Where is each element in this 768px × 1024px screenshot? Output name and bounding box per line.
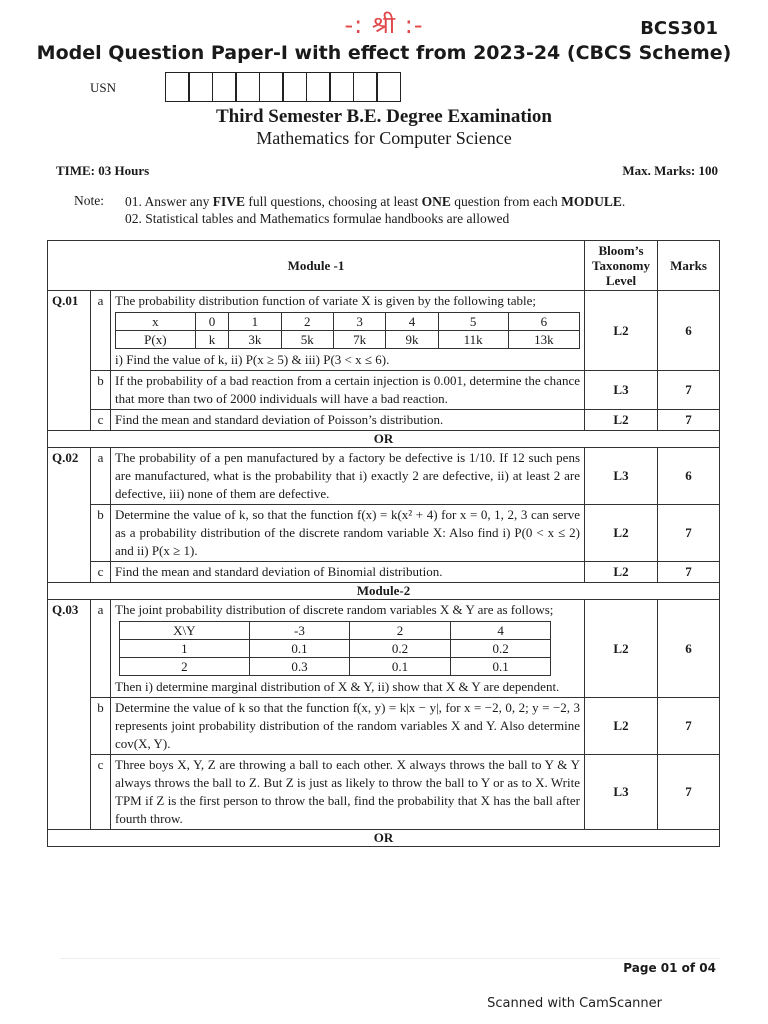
table-row <box>48 562 720 583</box>
or-separator: OR <box>48 431 720 448</box>
table-cell: 9k <box>386 331 438 349</box>
question-text: The joint probability distribution of discrete random variables X & Y are as follows; X\Y -3 2 4 1 0.1 0.2 0.2 2 0.3 0.1 0.1 Then i) determine marginal distribution of X & Y, ii) show that X & Y are dependent. <box>111 600 585 698</box>
usn-box <box>353 72 378 102</box>
marks-value: 7 <box>658 505 720 562</box>
table-cell: 0.2 <box>350 640 451 658</box>
module-row <box>48 583 720 600</box>
exam-title: Third Semester B.E. Degree Examination <box>216 106 552 127</box>
table-cell: -3 <box>249 622 350 640</box>
question-text: The probability of a pen manufactured by a factory be defective is 1/10. If 12 such pens are manufactured, what is the probability that i) exactly 2 are defective, ii) at least 2 are defective, iii) none of them are defective. <box>111 448 585 505</box>
or-row <box>48 830 720 847</box>
table-cell: 2 <box>281 313 333 331</box>
table-row <box>48 448 720 505</box>
joint-row <box>120 658 551 676</box>
table-cell: 0.2 <box>450 640 551 658</box>
table-cell: 0.1 <box>249 640 350 658</box>
usn-box <box>188 72 213 102</box>
part-label: a <box>91 291 111 371</box>
usn-label: USN <box>90 80 117 95</box>
part-label: b <box>91 371 111 410</box>
table-cell: 1 <box>120 640 250 658</box>
part-label: c <box>91 410 111 431</box>
table-cell: P(x) <box>116 331 196 349</box>
table-cell: 3k <box>229 331 281 349</box>
usn-box <box>376 72 401 102</box>
marks-value: 7 <box>658 562 720 583</box>
marks-value: 7 <box>658 371 720 410</box>
usn-box <box>165 72 190 102</box>
question-text: Determine the value of k so that the function f(x, y) = k|x − y|, for x = −2, 0, 2; y = −2, 3 represents joint probability distribution of the random variables X and Y. Also determine cov(X, Y). <box>111 698 585 755</box>
table-cell: X\Y <box>120 622 250 640</box>
table-cell: 0.3 <box>249 658 350 676</box>
question-text: Determine the value of k, so that the function f(x) = k(x² + 4) for x = 0, 1, 2, 3 can serve as a probability distribution of the discrete random variable X: Also find i) P(0 < x ≤ 2) and ii) P(x ≥ 1). <box>111 505 585 562</box>
question-text: Find the mean and standard deviation of Poisson’s distribution. <box>111 410 585 431</box>
time-label: TIME: 03 Hours <box>56 163 150 178</box>
pmf-p-row <box>116 331 580 349</box>
question-number: Q.03 <box>48 600 91 830</box>
bloom-level: L3 <box>585 371 658 410</box>
marks-value: 7 <box>658 755 720 830</box>
table-cell: 5k <box>281 331 333 349</box>
table-row <box>48 291 720 371</box>
pmf-x-row <box>116 313 580 331</box>
page-number: Page 01 of 04 <box>623 961 716 975</box>
part-label: c <box>91 562 111 583</box>
shri-invocation: -: श्री :- <box>344 11 424 39</box>
paper-title: Model Question Paper-I with effect from 2023-24 (CBCS Scheme) <box>36 42 732 64</box>
question-number: Q.01 <box>48 291 91 431</box>
part-label: b <box>91 698 111 755</box>
bloom-level: L2 <box>585 505 658 562</box>
footer-divider <box>60 958 720 959</box>
pmf-table <box>115 312 580 349</box>
question-table <box>47 240 720 847</box>
table-cell: 3 <box>333 313 385 331</box>
part-label: b <box>91 505 111 562</box>
question-text: Three boys X, Y, Z are throwing a ball to each other. X always throws the ball to Y & Y always throws the ball to Z. But Z is just as likely to throw the ball to Y or as to X. Write TPM if Z is the first person to throw the ball, find the probability that X has the ball after fourth throw. <box>111 755 585 830</box>
table-header-row <box>48 241 720 291</box>
table-cell: 2 <box>350 622 451 640</box>
table-row <box>48 600 720 698</box>
bloom-level: L2 <box>585 600 658 698</box>
table-cell: k <box>195 331 228 349</box>
part-label: a <box>91 448 111 505</box>
marks-value: 7 <box>658 698 720 755</box>
table-cell: 7k <box>333 331 385 349</box>
joint-row <box>120 640 551 658</box>
usn-box <box>212 72 237 102</box>
joint-distribution-table <box>119 621 551 676</box>
bloom-level: L2 <box>585 562 658 583</box>
usn-box <box>259 72 284 102</box>
table-cell: 5 <box>438 313 508 331</box>
question-number: Q.02 <box>48 448 91 583</box>
question-text: If the probability of a bad reaction from a certain injection is 0.001, determine the chance that more than two of 2000 individuals will have a bad reaction. <box>111 371 585 410</box>
bloom-level: L3 <box>585 755 658 830</box>
table-row <box>48 698 720 755</box>
table-cell: 0.1 <box>350 658 451 676</box>
usn-boxes <box>166 72 401 102</box>
table-row <box>48 410 720 431</box>
table-cell: 2 <box>120 658 250 676</box>
bloom-level: L2 <box>585 698 658 755</box>
marks-value: 6 <box>658 291 720 371</box>
table-cell: 6 <box>508 313 579 331</box>
marks-value: 6 <box>658 448 720 505</box>
joint-header-row <box>120 622 551 640</box>
table-cell: x <box>116 313 196 331</box>
subject-title: Mathematics for Computer Science <box>256 128 512 148</box>
note-line-2: 02. Statistical tables and Mathematics formulae handbooks are allowed <box>125 211 510 226</box>
marks-value: 7 <box>658 410 720 431</box>
part-label: c <box>91 755 111 830</box>
table-cell: 4 <box>386 313 438 331</box>
question-text: The probability distribution function of variate X is given by the following table; x 0 1 2 3 4 5 6 P(x) k 3k 5k 7k 9k 11k 13k i) Find the value of k, ii) P(x ≥ 5) & iii) P(3 < x ≤ 6). <box>111 291 585 371</box>
usn-box <box>306 72 331 102</box>
or-row <box>48 431 720 448</box>
marks-header: Marks <box>658 241 720 291</box>
module-1-heading: Module -1 <box>48 241 585 291</box>
part-label: a <box>91 600 111 698</box>
usn-box <box>282 72 307 102</box>
table-cell: 4 <box>450 622 551 640</box>
max-marks-label: Max. Marks: 100 <box>622 163 718 178</box>
table-cell: 13k <box>508 331 579 349</box>
usn-box <box>235 72 260 102</box>
usn-box <box>329 72 354 102</box>
note-label: Note: <box>74 193 104 208</box>
table-row <box>48 755 720 830</box>
table-row <box>48 371 720 410</box>
or-separator: OR <box>48 830 720 847</box>
bloom-level: L2 <box>585 291 658 371</box>
note-line-1: 01. Answer any FIVE full questions, choosing at least ONE question from each MODULE. <box>125 194 626 209</box>
marks-value: 6 <box>658 600 720 698</box>
note-lines <box>125 193 625 227</box>
table-cell: 0 <box>195 313 228 331</box>
scanner-watermark: Scanned with CamScanner <box>487 996 662 1011</box>
subject-code: BCS301 <box>640 18 718 39</box>
bloom-header: Bloom’s Taxonomy Level <box>585 241 658 291</box>
question-text: Find the mean and standard deviation of Binomial distribution. <box>111 562 585 583</box>
module-2-heading: Module-2 <box>48 583 720 600</box>
table-cell: 0.1 <box>450 658 551 676</box>
bloom-level: L3 <box>585 448 658 505</box>
table-cell: 11k <box>438 331 508 349</box>
bloom-level: L2 <box>585 410 658 431</box>
table-row <box>48 505 720 562</box>
table-cell: 1 <box>229 313 281 331</box>
